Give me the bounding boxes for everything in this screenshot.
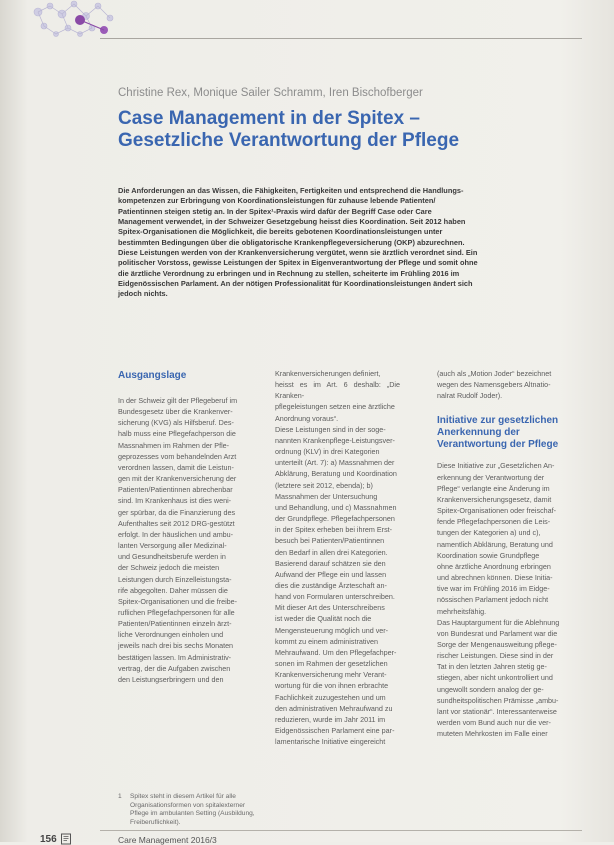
body-line: Sorge der Mengenausweitung pflege- [437, 639, 557, 649]
abstract-line: Die Anforderungen an das Wissen, die Fähigkeiten, Fertigkeiten und entsprechend die Handlungs- [118, 186, 464, 195]
journal-name: Care Management 2016/3 [118, 835, 217, 845]
body-line: Mengensteuerung möglich und ver- [275, 625, 389, 635]
body-line: erfolgt. In der häuslichen und ambu- [118, 529, 234, 539]
header-rule [100, 38, 582, 39]
abstract-line: die ärztliche Verordnung zu erbringen und in Rechnung zu stellen, scheiterte im Frühling 2016 im [118, 268, 460, 278]
body-line: fende Pflegefachpersonen die Leis- [437, 517, 551, 527]
body-line: der Grundpflege. Pflegefachpersonen [275, 514, 395, 524]
article-authors: Christine Rex, Monique Sailer Schramm, Iren Bischofberger [118, 87, 423, 99]
body-line: Patienten/Patientinnen abrechenbar [118, 485, 233, 495]
body-line: erkennung der Verantwortung der [437, 472, 545, 482]
body-line: Aufenthaltes seit 2012 DRG-gestützt [118, 518, 235, 528]
body-line: ist weder die Qualität noch die [275, 614, 372, 624]
body-line: nalrat Rudolf Joder). [437, 391, 503, 401]
body-line: lant vor stationär“. Interessanterweise [437, 706, 557, 716]
body-line: namentlich Abklärung, Beratung und [437, 539, 553, 549]
body-line: lamentarische Initiative eingereicht [275, 737, 386, 747]
body-line: Das Hauptargument für die Ablehnung [437, 617, 560, 627]
article-title [118, 108, 558, 152]
title-line-1: Case Management in der Spitex – [118, 108, 420, 129]
abstract-line: jedoch nichts. [118, 289, 168, 299]
body-line: dies die zuständige Ärzteschaft an- [275, 580, 387, 590]
body-line: wegen des Namensgebers Altnatio- [437, 380, 551, 390]
body-line: den Bedarf in allen drei Kategorien. [275, 547, 388, 557]
body-line: sonen im Rahmen der gesetzlichen [275, 659, 388, 669]
body-line: ohne ärztliche Anordnung erbringen [437, 561, 551, 571]
body-line: jeweils nach drei bis sechs Monaten [118, 641, 234, 651]
body-line: Massnahmen der Untersuchung [275, 491, 378, 501]
body-line: Spitex-Organisationen oder freischaf- [437, 506, 557, 516]
body-line: Diese Initiative zur „Gesetzlichen An- [437, 461, 555, 471]
body-line: rischer Leistungen. Diese sind in der [437, 651, 554, 661]
body-line: Pflege“ verlangte eine Änderung im [437, 483, 550, 493]
body-line: besuch bei Patienten/Patientinnen [275, 536, 385, 546]
body-line: rife abgegolten. Daher müssen die [118, 585, 228, 595]
abstract-line: Eidgenössischen Parlament. An der nötigen Professionalität für Koordinationsleistungen ändert sich [118, 279, 473, 289]
body-line: Krankenversicherungsgesetz, damit [437, 494, 552, 504]
footnote [118, 793, 268, 827]
body-line: stiegen, aber nicht unkontrolliert und [437, 673, 553, 683]
body-line: von Bundesrat und Parlament war die [437, 628, 558, 638]
body-line: in der Spitex erheben bei ihrem Erst- [275, 525, 393, 535]
body-line: nannten Krankenpflege-Leistungsver- [275, 435, 395, 445]
footnote-line: Freiberuflichkeit). [130, 818, 181, 826]
body-line: ordnung (KLV) in drei Kategorien [275, 447, 380, 457]
body-line: mehrheitsfähig. [437, 606, 487, 616]
body-line: Spitex-Organisationen und die freibe- [118, 596, 238, 606]
body-line: nössischen Parlament jedoch nicht [437, 595, 549, 605]
body-line: unterteilt (Art. 7): a) Massnahmen der [275, 458, 395, 468]
footnote-number: 1 [118, 793, 122, 800]
body-line: den administrativen Mehraufwand zu [275, 703, 393, 713]
body-line: Krankenversicherungen definiert, [275, 369, 381, 378]
body-line: Leistungen durch Einzelleistungsta- [118, 574, 232, 584]
body-line: lanten Versorgung aller Medizinal- [118, 541, 227, 551]
body-line: werden vom Bund auch nur die ver- [437, 718, 551, 728]
abstract-line: Spitex-Organisationen die Möglichkeit, die bereits gebotenen Koordinationsleistungen unter [118, 227, 443, 237]
body-line: der Schweiz jedoch die meisten [118, 563, 220, 573]
body-column-3 [437, 368, 567, 739]
body-line: Bundesgesetz über die Krankenver- [118, 407, 233, 417]
body-line: (letztere seit 2012, ebenda); b) [275, 480, 373, 490]
book-icon [60, 833, 72, 845]
body-line: liche Verordnungen einholen und [118, 630, 224, 640]
footnote-line: Spitex steht in diesem Artikel für alle [130, 793, 236, 800]
body-line: und Gesundheitsberufe werden in [118, 552, 226, 562]
body-line: reduzieren, wurde im Jahr 2011 im [275, 714, 386, 724]
molecule-logo-icon [28, 0, 128, 40]
body-line: geprozesses vom behandelnden Arzt [118, 451, 237, 461]
body-line: heisst es im Art. 6 deshalb: „Die Kranken- [275, 380, 400, 401]
body-line: den Leistungserbringern und den [118, 674, 224, 684]
body-line: Fachlichkeit zuzugestehen und um [275, 692, 386, 702]
abstract-line: politischer Vorstoss, gewisse Leistungen der Spitex in Eigenverantwortung der Pflege und somit ohne [118, 258, 478, 268]
body-line: Koordination sowie Grundpflege [437, 550, 540, 560]
body-line: Abklärung, Beratung und Koordination [275, 469, 397, 479]
body-line: Patienten/Patientinnen einzeln ärzt- [118, 619, 232, 629]
abstract-line: kompetenzen zur Erbringung von Koordinationsleistungen für zuhause lebende Patienten/ [118, 196, 436, 206]
body-line: kommt zu einem administrativen [275, 636, 379, 646]
body-line: sicherung (KVG) als Hilfsberuf. Des- [118, 418, 234, 428]
body-line: In der Schweiz gilt der Pflegeberuf im [118, 396, 238, 405]
abstract-line: Management verwendet, in der Schweizer Gesetzgebung heisst dies Koordination. Seit 2012 haben [118, 217, 466, 227]
body-line: Krankenversicherung mehr Verant- [275, 670, 387, 680]
abstract-line: Diese Leistungen werden von der Krankenversicherung vergütet, wenn sie ärztlich verordnet sind. Ein [118, 248, 478, 258]
body-line: halb muss eine Pflegefachperson die [118, 429, 236, 439]
body-line: ger spürbar, da die Finanzierung des [118, 507, 236, 517]
body-line: Anordnung voraus“. [275, 413, 339, 423]
body-line: tive war im Frühling 2016 im Eidge- [437, 584, 550, 594]
footnote-line: Pflege im ambulanten Setting (Ausbildung, [130, 810, 255, 817]
body-line: verordnen lassen, damit die Leistun- [118, 462, 234, 472]
abstract [118, 186, 518, 300]
body-line: bestätigen lassen. Im Administrativ- [118, 652, 232, 662]
abstract-line: bestimmten Bedingungen über die obligatorische Krankenpflegeversicherung (OKP) abzurechnen. [118, 237, 465, 247]
body-line: sind. Im Krankenhaus ist dies weni- [118, 496, 232, 506]
footnote-line: Organisationsformen von spitalexterner [130, 801, 246, 809]
body-line: Aufwand der Pflege ein und lassen [275, 569, 387, 579]
body-line: und Behandlung, und c) Massnahmen [275, 502, 397, 512]
section-heading-ausgangslage: Ausgangslage [118, 370, 187, 381]
body-line: hand von Formularen unterschreiben. [275, 592, 395, 602]
body-line: ungewollt sondern analog der ge- [437, 684, 544, 694]
footer-rule [100, 830, 582, 831]
body-line: gen mit der Krankenversicherung der [118, 474, 237, 484]
title-line-2: Gesetzliche Verantwortung der Pflege [118, 130, 460, 151]
section-heading-initiative: Initiative zur gesetzlichen Anerkennung der Verantwortung der Pflege [437, 415, 559, 451]
body-line: und abrechnen können. Diese Initia- [437, 573, 553, 583]
body-line: Mit dieser Art des Unterschreibens [275, 603, 385, 613]
page-number: 156 [40, 834, 57, 845]
body-line: muteten Mehrkosten im Falle einer [437, 729, 548, 739]
body-column-1 [118, 370, 238, 685]
body-line: sundheitspolitischen Prämisse „ambu- [437, 695, 559, 705]
body-line: Massnahmen im Rahmen der Pfle- [118, 440, 230, 450]
body-line: Eidgenössischen Parlament eine par- [275, 726, 395, 735]
body-line: Tat in den letzten Jahren stetig ge- [437, 662, 547, 672]
abstract-line: Patientinnen steigen stetig an. In der Spitex¹-Praxis wird dafür der Begriff Case oder Care [118, 206, 432, 216]
body-line: Mehraufwand. Um den Pflegefachper- [275, 647, 397, 657]
body-line: pflegeleistungen setzen eine ärztliche [275, 402, 395, 412]
body-line: vertrag, der die Aufgaben zwischen [118, 663, 231, 673]
body-line: ruflichen Pflegefachpersonen für alle [118, 607, 235, 617]
body-line: (auch als „Motion Joder“ bezeichnet [437, 369, 552, 378]
body-line: Diese Leistungen sind in der soge- [275, 424, 386, 434]
body-line: Basierend darauf schätzen sie den [275, 558, 386, 568]
body-line: wortung für die von ihnen erbrachte [275, 681, 389, 691]
body-column-2 [275, 368, 400, 747]
body-line: tungen der Kategorien a) und c), [437, 528, 541, 538]
